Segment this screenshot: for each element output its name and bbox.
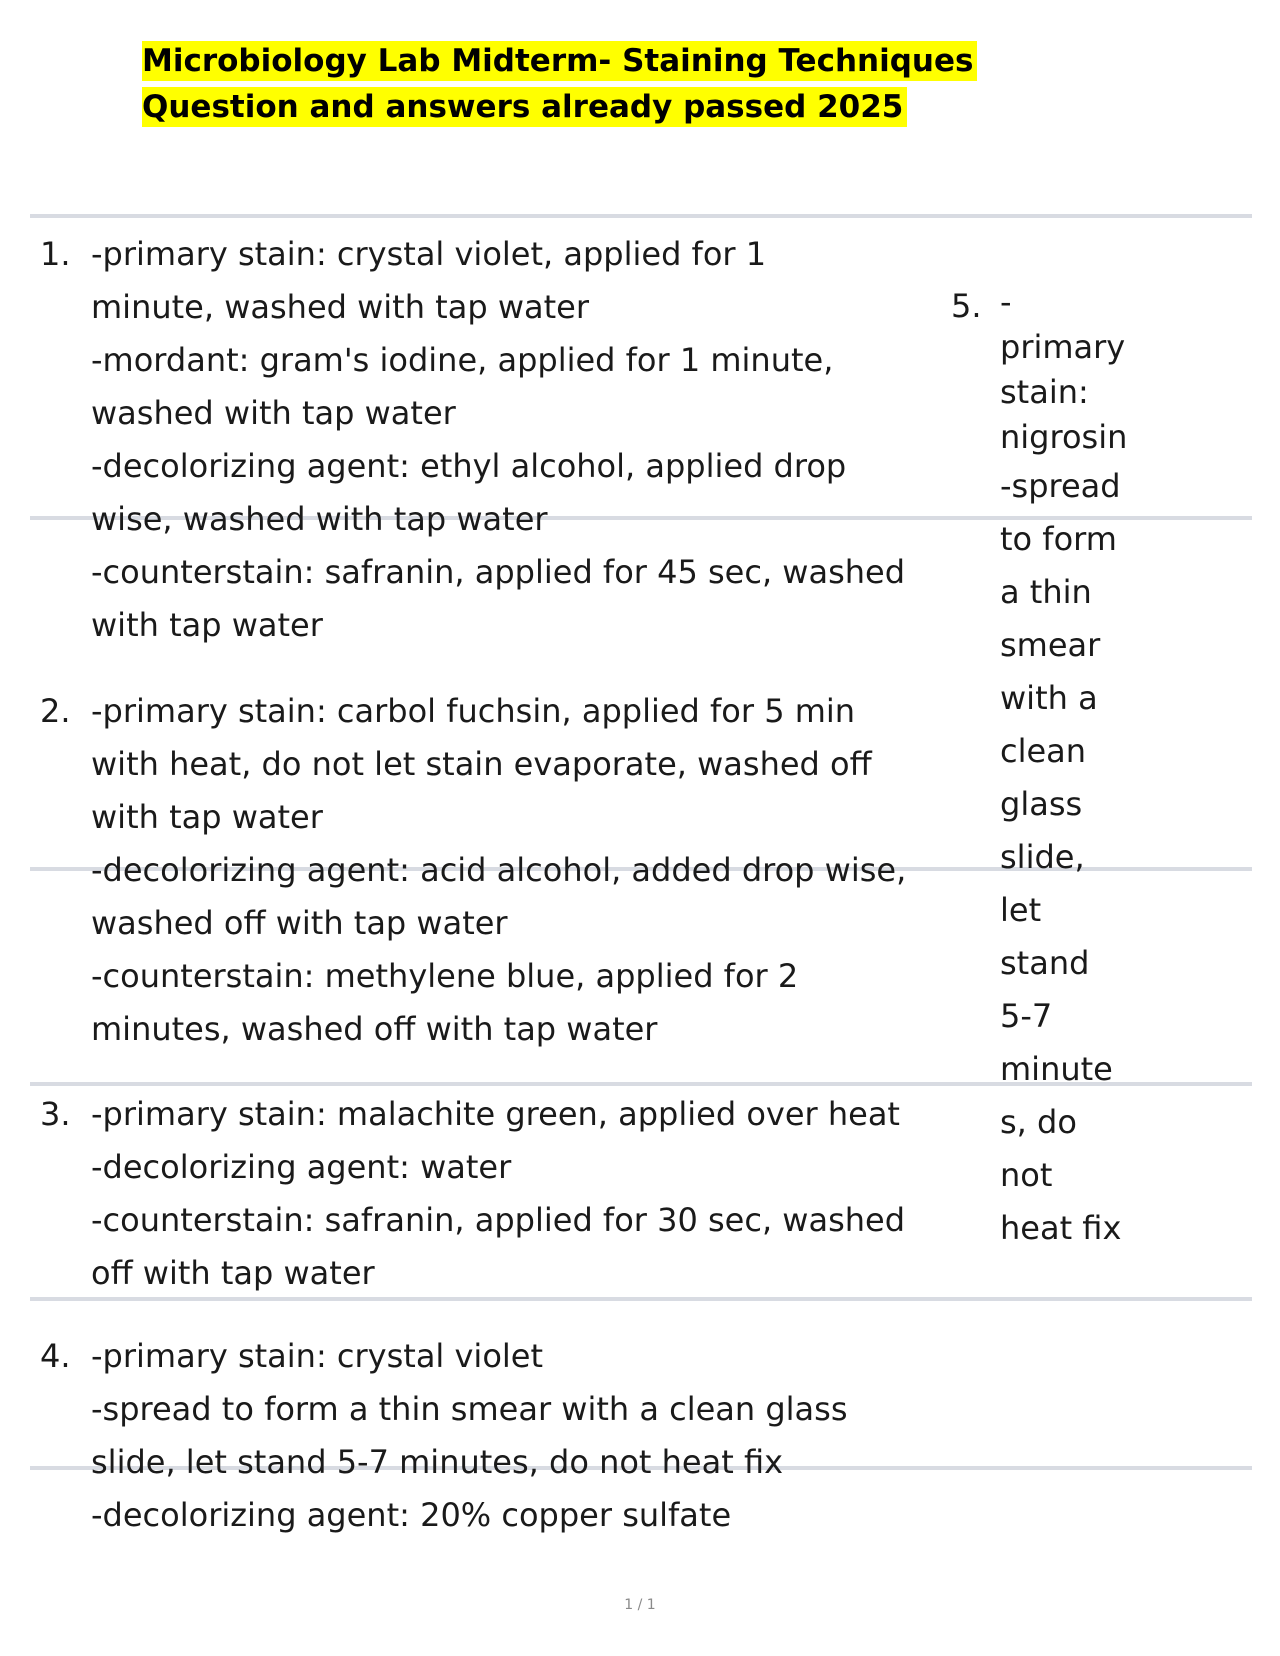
text-line: let bbox=[1000, 891, 1042, 929]
text-line: minutes, washed off with tap water bbox=[91, 1010, 658, 1048]
text-line: minute, washed with tap water bbox=[91, 288, 589, 326]
list-item-text bbox=[1000, 280, 1127, 1255]
text-line: stain: bbox=[1000, 373, 1089, 411]
text-line: with tap water bbox=[91, 798, 323, 836]
text-line: a thin bbox=[1000, 573, 1092, 611]
text-line: slide, bbox=[1000, 838, 1085, 876]
page-indicator: 1 / 1 bbox=[624, 1597, 656, 1613]
text-line: -counterstain: safranin, applied for 45 sec, washed bbox=[91, 553, 906, 591]
list-item-text bbox=[91, 1088, 905, 1300]
text-line: washed off with tap water bbox=[91, 904, 508, 942]
text-line: smear bbox=[1000, 626, 1101, 664]
text-line: -decolorizing agent: acid alcohol, added drop wise, bbox=[91, 851, 907, 889]
list-item-text bbox=[91, 1330, 848, 1542]
divider bbox=[30, 214, 1252, 218]
text-line: -spread to form a thin smear with a clean glass bbox=[91, 1390, 848, 1428]
text-line: not bbox=[1000, 1156, 1053, 1194]
list-item-text bbox=[91, 228, 905, 652]
text-line: minute bbox=[1000, 1050, 1113, 1088]
list-item-number: 3. bbox=[40, 1095, 71, 1133]
list-item-number: 1. bbox=[40, 235, 71, 273]
text-line: to form bbox=[1000, 520, 1117, 558]
text-line: -decolorizing agent: water bbox=[91, 1148, 512, 1186]
document-title bbox=[142, 38, 977, 130]
list-item-text bbox=[91, 685, 906, 1056]
title-line-1: Microbiology Lab Midterm- Staining Techniques bbox=[142, 41, 977, 81]
text-line: washed with tap water bbox=[91, 394, 456, 432]
text-line: -primary stain: crystal violet, applied for 1 bbox=[91, 235, 767, 273]
text-line: -primary stain: carbol fuchsin, applied for 5 min bbox=[91, 692, 856, 730]
text-line: with heat, do not let stain evaporate, washed off bbox=[91, 745, 872, 783]
text-line: nigrosin bbox=[1000, 418, 1128, 456]
title-line-2: Question and answers already passed 2025 bbox=[142, 87, 907, 127]
text-line: primary bbox=[1000, 328, 1126, 366]
text-line: wise, washed with tap water bbox=[91, 500, 548, 538]
text-line: -primary stain: malachite green, applied over heat bbox=[91, 1095, 900, 1133]
text-line: - bbox=[1000, 283, 1012, 321]
text-line: heat fix bbox=[1000, 1209, 1122, 1247]
text-line: glass bbox=[1000, 785, 1083, 823]
text-line: -decolorizing agent: 20% copper sulfate bbox=[91, 1496, 732, 1534]
text-line: -spread bbox=[1000, 467, 1121, 505]
text-line: off with tap water bbox=[91, 1254, 375, 1292]
text-line: -decolorizing agent: ethyl alcohol, applied drop bbox=[91, 447, 847, 485]
list-item-number: 4. bbox=[40, 1337, 71, 1375]
text-line: -counterstain: safranin, applied for 30 sec, washed bbox=[91, 1201, 906, 1239]
text-line: 5-7 bbox=[1000, 997, 1053, 1035]
list-item-number: 5. bbox=[951, 287, 982, 325]
text-line: slide, let stand 5-7 minutes, do not heat fix bbox=[91, 1443, 784, 1481]
text-line: with a bbox=[1000, 679, 1098, 717]
text-line: clean bbox=[1000, 732, 1087, 770]
text-line: -primary stain: crystal violet bbox=[91, 1337, 544, 1375]
text-line: -counterstain: methylene blue, applied for 2 bbox=[91, 957, 799, 995]
text-line: -mordant: gram's iodine, applied for 1 minute, bbox=[91, 341, 834, 379]
text-line: s, do bbox=[1000, 1103, 1077, 1141]
list-item-number: 2. bbox=[40, 692, 71, 730]
text-line: stand bbox=[1000, 944, 1090, 982]
text-line: with tap water bbox=[91, 606, 323, 644]
